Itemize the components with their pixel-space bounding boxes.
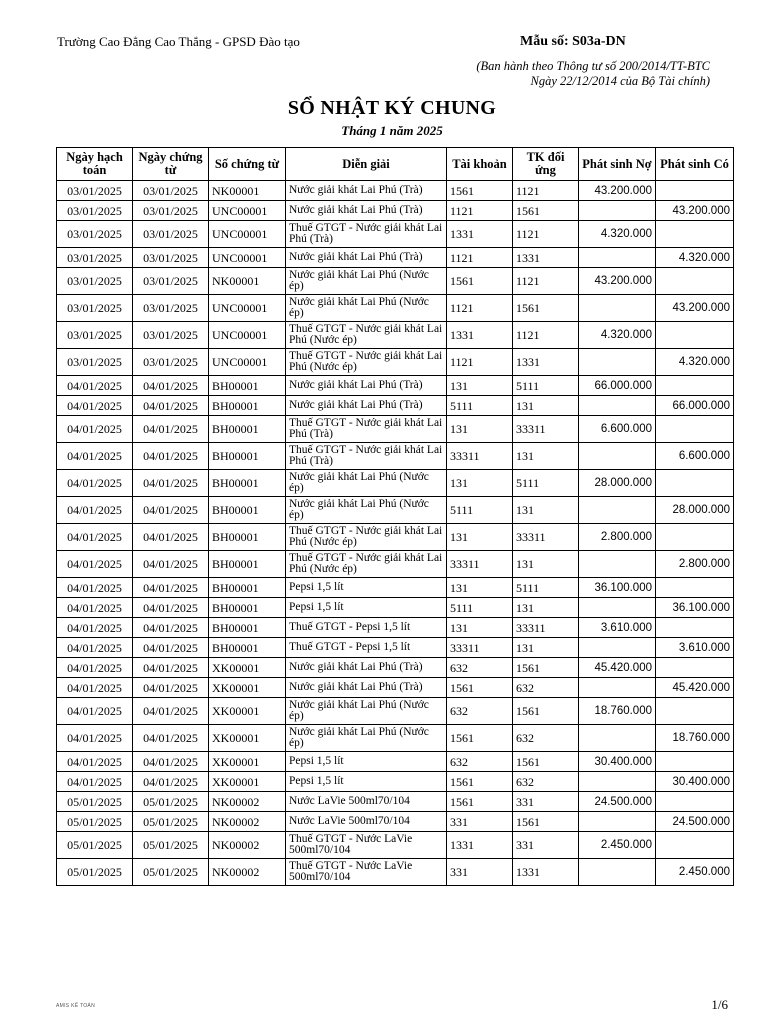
debit-cell: 4.320.000 [579, 221, 656, 248]
doc-date-cell: 04/01/2025 [133, 416, 209, 443]
account-cell: 632 [447, 752, 513, 772]
contra-account-cell: 131 [513, 598, 579, 618]
credit-cell [656, 698, 734, 725]
doc-date-cell: 03/01/2025 [133, 181, 209, 201]
table-row [57, 638, 734, 658]
debit-cell: 43.200.000 [579, 268, 656, 295]
description-cell: Nước giải khát Lai Phú (Trà) [286, 376, 447, 396]
description-cell: Pepsi 1,5 lít [286, 772, 447, 792]
doc-date-cell: 04/01/2025 [133, 443, 209, 470]
table-row [57, 396, 734, 416]
description-cell: Nước LaVie 500ml70/104 [286, 792, 447, 812]
doc-no-cell: BH00001 [209, 396, 286, 416]
posting-date-cell: 04/01/2025 [57, 618, 133, 638]
col-posting-date: Ngày hạch toán [57, 148, 133, 181]
debit-cell [579, 248, 656, 268]
contra-account-cell: 131 [513, 497, 579, 524]
debit-cell [579, 497, 656, 524]
contra-account-cell: 632 [513, 678, 579, 698]
credit-cell [656, 322, 734, 349]
account-cell: 632 [447, 658, 513, 678]
contra-account-cell: 5111 [513, 470, 579, 497]
doc-no-cell: UNC00001 [209, 322, 286, 349]
posting-date-cell: 05/01/2025 [57, 812, 133, 832]
account-cell: 33311 [447, 551, 513, 578]
table-row [57, 349, 734, 376]
posting-date-cell: 05/01/2025 [57, 859, 133, 886]
contra-account-cell: 5111 [513, 376, 579, 396]
debit-cell [579, 295, 656, 322]
doc-date-cell: 03/01/2025 [133, 201, 209, 221]
account-cell: 1121 [447, 295, 513, 322]
credit-cell [656, 181, 734, 201]
account-cell: 1331 [447, 221, 513, 248]
col-doc-no: Số chứng từ [209, 148, 286, 181]
account-cell: 1561 [447, 181, 513, 201]
col-credit: Phát sinh Có [656, 148, 734, 181]
posting-date-cell: 04/01/2025 [57, 752, 133, 772]
account-cell: 1121 [447, 349, 513, 376]
doc-no-cell: NK00002 [209, 812, 286, 832]
doc-no-cell: NK00002 [209, 832, 286, 859]
account-cell: 1561 [447, 772, 513, 792]
credit-cell: 36.100.000 [656, 598, 734, 618]
posting-date-cell: 04/01/2025 [57, 658, 133, 678]
posting-date-cell: 03/01/2025 [57, 201, 133, 221]
description-cell: Pepsi 1,5 lít [286, 752, 447, 772]
credit-cell: 6.600.000 [656, 443, 734, 470]
contra-account-cell: 33311 [513, 618, 579, 638]
doc-date-cell: 04/01/2025 [133, 698, 209, 725]
posting-date-cell: 04/01/2025 [57, 376, 133, 396]
contra-account-cell: 131 [513, 551, 579, 578]
account-cell: 33311 [447, 443, 513, 470]
table-row [57, 497, 734, 524]
issuance-line-1: (Ban hành theo Thông tư số 200/2014/TT-BTC [476, 59, 710, 73]
doc-date-cell: 05/01/2025 [133, 792, 209, 812]
credit-cell [656, 792, 734, 812]
description-cell: Thuế GTGT - Nước giải khát Lai Phú (Nước ép) [286, 349, 447, 376]
organization-name: Trường Cao Đẳng Cao Thắng - GPSD Đào tạo [57, 34, 300, 49]
table-row [57, 221, 734, 248]
account-cell: 1121 [447, 248, 513, 268]
contra-account-cell: 131 [513, 443, 579, 470]
description-cell: Nước giải khát Lai Phú (Trà) [286, 181, 447, 201]
doc-no-cell: XK00001 [209, 698, 286, 725]
debit-cell: 24.500.000 [579, 792, 656, 812]
doc-no-cell: NK00002 [209, 792, 286, 812]
table-row [57, 201, 734, 221]
posting-date-cell: 04/01/2025 [57, 678, 133, 698]
posting-date-cell: 04/01/2025 [57, 470, 133, 497]
account-cell: 331 [447, 859, 513, 886]
contra-account-cell: 331 [513, 832, 579, 859]
table-row [57, 181, 734, 201]
doc-no-cell: BH00001 [209, 497, 286, 524]
credit-cell: 43.200.000 [656, 295, 734, 322]
doc-no-cell: BH00001 [209, 618, 286, 638]
credit-cell: 3.610.000 [656, 638, 734, 658]
debit-cell: 4.320.000 [579, 322, 656, 349]
doc-date-cell: 03/01/2025 [133, 268, 209, 295]
posting-date-cell: 04/01/2025 [57, 396, 133, 416]
description-cell: Thuế GTGT - Nước giải khát Lai Phú (Nước ép) [286, 551, 447, 578]
col-debit: Phát sinh Nợ [579, 148, 656, 181]
contra-account-cell: 1561 [513, 295, 579, 322]
description-cell: Pepsi 1,5 lít [286, 598, 447, 618]
doc-date-cell: 05/01/2025 [133, 812, 209, 832]
credit-cell: 4.320.000 [656, 248, 734, 268]
contra-account-cell: 1561 [513, 752, 579, 772]
credit-cell [656, 376, 734, 396]
posting-date-cell: 04/01/2025 [57, 598, 133, 618]
debit-cell: 18.760.000 [579, 698, 656, 725]
description-cell: Thuế GTGT - Nước LaVie 500ml70/104 [286, 859, 447, 886]
contra-account-cell: 331 [513, 792, 579, 812]
credit-cell [656, 658, 734, 678]
posting-date-cell: 04/01/2025 [57, 443, 133, 470]
account-cell: 1561 [447, 678, 513, 698]
posting-date-cell: 03/01/2025 [57, 349, 133, 376]
description-cell: Nước giải khát Lai Phú (Trà) [286, 396, 447, 416]
credit-cell [656, 470, 734, 497]
description-cell: Thuế GTGT - Pepsi 1,5 lít [286, 618, 447, 638]
doc-no-cell: XK00001 [209, 678, 286, 698]
issuance-note [390, 59, 710, 89]
posting-date-cell: 04/01/2025 [57, 578, 133, 598]
doc-date-cell: 03/01/2025 [133, 248, 209, 268]
col-doc-date: Ngày chứng từ [133, 148, 209, 181]
credit-cell [656, 832, 734, 859]
account-cell: 33311 [447, 638, 513, 658]
debit-cell: 6.600.000 [579, 416, 656, 443]
contra-account-cell: 1121 [513, 322, 579, 349]
description-cell: Nước giải khát Lai Phú (Nước ép) [286, 470, 447, 497]
document-period: Tháng 1 năm 2025 [341, 123, 443, 138]
description-cell: Nước giải khát Lai Phú (Trà) [286, 658, 447, 678]
account-cell: 331 [447, 812, 513, 832]
contra-account-cell: 1121 [513, 221, 579, 248]
doc-date-cell: 04/01/2025 [133, 376, 209, 396]
table-header-row [57, 148, 734, 181]
debit-cell: 2.450.000 [579, 832, 656, 859]
debit-cell [579, 551, 656, 578]
contra-account-cell: 5111 [513, 578, 579, 598]
doc-date-cell: 04/01/2025 [133, 752, 209, 772]
credit-cell: 24.500.000 [656, 812, 734, 832]
table-row [57, 416, 734, 443]
doc-date-cell: 04/01/2025 [133, 638, 209, 658]
account-cell: 5111 [447, 497, 513, 524]
doc-no-cell: UNC00001 [209, 221, 286, 248]
debit-cell [579, 678, 656, 698]
description-cell: Nước giải khát Lai Phú (Nước ép) [286, 725, 447, 752]
credit-cell: 4.320.000 [656, 349, 734, 376]
account-cell: 131 [447, 376, 513, 396]
page-number: 1/6 [711, 997, 728, 1012]
credit-cell: 28.000.000 [656, 497, 734, 524]
description-cell: Thuế GTGT - Nước giải khát Lai Phú (Nước ép) [286, 322, 447, 349]
account-cell: 131 [447, 578, 513, 598]
doc-date-cell: 04/01/2025 [133, 618, 209, 638]
journal-table [56, 147, 734, 886]
posting-date-cell: 04/01/2025 [57, 416, 133, 443]
contra-account-cell: 1331 [513, 248, 579, 268]
credit-cell: 18.760.000 [656, 725, 734, 752]
description-cell: Nước giải khát Lai Phú (Nước ép) [286, 295, 447, 322]
debit-cell: 2.800.000 [579, 524, 656, 551]
table-row [57, 772, 734, 792]
credit-cell: 43.200.000 [656, 201, 734, 221]
account-cell: 1561 [447, 725, 513, 752]
table-row [57, 524, 734, 551]
doc-date-cell: 04/01/2025 [133, 470, 209, 497]
doc-no-cell: XK00001 [209, 658, 286, 678]
contra-account-cell: 632 [513, 725, 579, 752]
description-cell: Nước giải khát Lai Phú (Trà) [286, 248, 447, 268]
credit-cell: 2.800.000 [656, 551, 734, 578]
description-cell: Thuế GTGT - Nước giải khát Lai Phú (Trà) [286, 443, 447, 470]
contra-account-cell: 131 [513, 396, 579, 416]
table-row [57, 792, 734, 812]
doc-no-cell: BH00001 [209, 638, 286, 658]
table-row [57, 470, 734, 497]
doc-no-cell: NK00001 [209, 181, 286, 201]
debit-cell [579, 725, 656, 752]
posting-date-cell: 04/01/2025 [57, 524, 133, 551]
doc-date-cell: 04/01/2025 [133, 497, 209, 524]
account-cell: 1331 [447, 322, 513, 349]
posting-date-cell: 03/01/2025 [57, 268, 133, 295]
credit-cell [656, 268, 734, 295]
contra-account-cell: 1331 [513, 859, 579, 886]
description-cell: Thuế GTGT - Nước giải khát Lai Phú (Trà) [286, 221, 447, 248]
credit-cell [656, 618, 734, 638]
doc-date-cell: 04/01/2025 [133, 678, 209, 698]
doc-no-cell: UNC00001 [209, 295, 286, 322]
debit-cell: 36.100.000 [579, 578, 656, 598]
table-row [57, 551, 734, 578]
table-row [57, 698, 734, 725]
form-code: Mẫu số: S03a-DN [520, 34, 626, 49]
credit-cell: 2.450.000 [656, 859, 734, 886]
posting-date-cell: 03/01/2025 [57, 322, 133, 349]
col-account: Tài khoản [447, 148, 513, 181]
description-cell: Thuế GTGT - Nước LaVie 500ml70/104 [286, 832, 447, 859]
description-cell: Nước giải khát Lai Phú (Nước ép) [286, 268, 447, 295]
doc-no-cell: NK00001 [209, 268, 286, 295]
doc-date-cell: 04/01/2025 [133, 658, 209, 678]
credit-cell [656, 416, 734, 443]
posting-date-cell: 03/01/2025 [57, 248, 133, 268]
doc-no-cell: BH00001 [209, 578, 286, 598]
posting-date-cell: 04/01/2025 [57, 638, 133, 658]
doc-date-cell: 05/01/2025 [133, 859, 209, 886]
doc-no-cell: BH00001 [209, 470, 286, 497]
description-cell: Thuế GTGT - Nước giải khát Lai Phú (Nước ép) [286, 524, 447, 551]
posting-date-cell: 05/01/2025 [57, 832, 133, 859]
doc-date-cell: 04/01/2025 [133, 524, 209, 551]
issuance-line-2: Ngày 22/12/2014 của Bộ Tài chính) [530, 74, 710, 88]
doc-date-cell: 03/01/2025 [133, 221, 209, 248]
table-row [57, 725, 734, 752]
account-cell: 131 [447, 470, 513, 497]
doc-no-cell: NK00002 [209, 859, 286, 886]
table-row [57, 598, 734, 618]
account-cell: 1331 [447, 832, 513, 859]
debit-cell [579, 598, 656, 618]
posting-date-cell: 03/01/2025 [57, 295, 133, 322]
debit-cell [579, 772, 656, 792]
contra-account-cell: 33311 [513, 416, 579, 443]
credit-cell: 66.000.000 [656, 396, 734, 416]
account-cell: 1561 [447, 792, 513, 812]
account-cell: 1121 [447, 201, 513, 221]
debit-cell [579, 443, 656, 470]
description-cell: Pepsi 1,5 lít [286, 578, 447, 598]
debit-cell [579, 396, 656, 416]
posting-date-cell: 04/01/2025 [57, 551, 133, 578]
doc-date-cell: 04/01/2025 [133, 396, 209, 416]
debit-cell: 66.000.000 [579, 376, 656, 396]
description-cell: Thuế GTGT - Nước giải khát Lai Phú (Trà) [286, 416, 447, 443]
contra-account-cell: 33311 [513, 524, 579, 551]
doc-no-cell: BH00001 [209, 598, 286, 618]
posting-date-cell: 04/01/2025 [57, 772, 133, 792]
contra-account-cell: 1121 [513, 181, 579, 201]
doc-date-cell: 04/01/2025 [133, 551, 209, 578]
col-description: Diễn giải [286, 148, 447, 181]
credit-cell [656, 578, 734, 598]
table-row [57, 678, 734, 698]
account-cell: 131 [447, 618, 513, 638]
doc-date-cell: 05/01/2025 [133, 832, 209, 859]
debit-cell [579, 349, 656, 376]
account-cell: 131 [447, 416, 513, 443]
contra-account-cell: 1121 [513, 268, 579, 295]
doc-no-cell: XK00001 [209, 725, 286, 752]
debit-cell: 30.400.000 [579, 752, 656, 772]
credit-cell [656, 752, 734, 772]
doc-no-cell: XK00001 [209, 752, 286, 772]
table-row [57, 658, 734, 678]
doc-date-cell: 04/01/2025 [133, 598, 209, 618]
posting-date-cell: 03/01/2025 [57, 181, 133, 201]
debit-cell: 43.200.000 [579, 181, 656, 201]
doc-no-cell: BH00001 [209, 416, 286, 443]
doc-date-cell: 03/01/2025 [133, 349, 209, 376]
doc-date-cell: 04/01/2025 [133, 772, 209, 792]
table-row [57, 812, 734, 832]
table-row [57, 322, 734, 349]
debit-cell [579, 201, 656, 221]
table-row [57, 248, 734, 268]
debit-cell: 28.000.000 [579, 470, 656, 497]
debit-cell: 45.420.000 [579, 658, 656, 678]
description-cell: Thuế GTGT - Pepsi 1,5 lít [286, 638, 447, 658]
doc-date-cell: 03/01/2025 [133, 322, 209, 349]
account-cell: 632 [447, 698, 513, 725]
posting-date-cell: 05/01/2025 [57, 792, 133, 812]
doc-date-cell: 04/01/2025 [133, 725, 209, 752]
contra-account-cell: 1561 [513, 201, 579, 221]
description-cell: Nước giải khát Lai Phú (Trà) [286, 201, 447, 221]
contra-account-cell: 632 [513, 772, 579, 792]
col-contra-account: TK đối ứng [513, 148, 579, 181]
doc-no-cell: BH00001 [209, 376, 286, 396]
doc-no-cell: BH00001 [209, 551, 286, 578]
contra-account-cell: 1331 [513, 349, 579, 376]
credit-cell: 30.400.000 [656, 772, 734, 792]
debit-cell [579, 812, 656, 832]
table-row [57, 268, 734, 295]
doc-no-cell: UNC00001 [209, 248, 286, 268]
posting-date-cell: 04/01/2025 [57, 497, 133, 524]
debit-cell: 3.610.000 [579, 618, 656, 638]
table-row [57, 752, 734, 772]
software-label: AMIS KẾ TOÁN [56, 1003, 95, 1009]
description-cell: Nước giải khát Lai Phú (Nước ép) [286, 497, 447, 524]
doc-date-cell: 03/01/2025 [133, 295, 209, 322]
contra-account-cell: 1561 [513, 658, 579, 678]
doc-no-cell: BH00001 [209, 524, 286, 551]
doc-no-cell: BH00001 [209, 443, 286, 470]
credit-cell [656, 524, 734, 551]
table-row [57, 618, 734, 638]
account-cell: 5111 [447, 396, 513, 416]
table-row [57, 295, 734, 322]
description-cell: Nước LaVie 500ml70/104 [286, 812, 447, 832]
posting-date-cell: 04/01/2025 [57, 698, 133, 725]
contra-account-cell: 131 [513, 638, 579, 658]
account-cell: 1561 [447, 268, 513, 295]
contra-account-cell: 1561 [513, 812, 579, 832]
table-row [57, 859, 734, 886]
table-row [57, 578, 734, 598]
account-cell: 131 [447, 524, 513, 551]
contra-account-cell: 1561 [513, 698, 579, 725]
table-row [57, 443, 734, 470]
table-row [57, 832, 734, 859]
debit-cell [579, 638, 656, 658]
doc-no-cell: XK00001 [209, 772, 286, 792]
table-row [57, 376, 734, 396]
doc-no-cell: UNC00001 [209, 349, 286, 376]
credit-cell [656, 221, 734, 248]
description-cell: Nước giải khát Lai Phú (Trà) [286, 678, 447, 698]
journal-body [57, 181, 734, 886]
doc-no-cell: UNC00001 [209, 201, 286, 221]
document-title: SỔ NHẬT KÝ CHUNG [287, 97, 497, 119]
description-cell: Nước giải khát Lai Phú (Nước ép) [286, 698, 447, 725]
account-cell: 5111 [447, 598, 513, 618]
posting-date-cell: 04/01/2025 [57, 725, 133, 752]
posting-date-cell: 03/01/2025 [57, 221, 133, 248]
credit-cell: 45.420.000 [656, 678, 734, 698]
doc-date-cell: 04/01/2025 [133, 578, 209, 598]
debit-cell [579, 859, 656, 886]
